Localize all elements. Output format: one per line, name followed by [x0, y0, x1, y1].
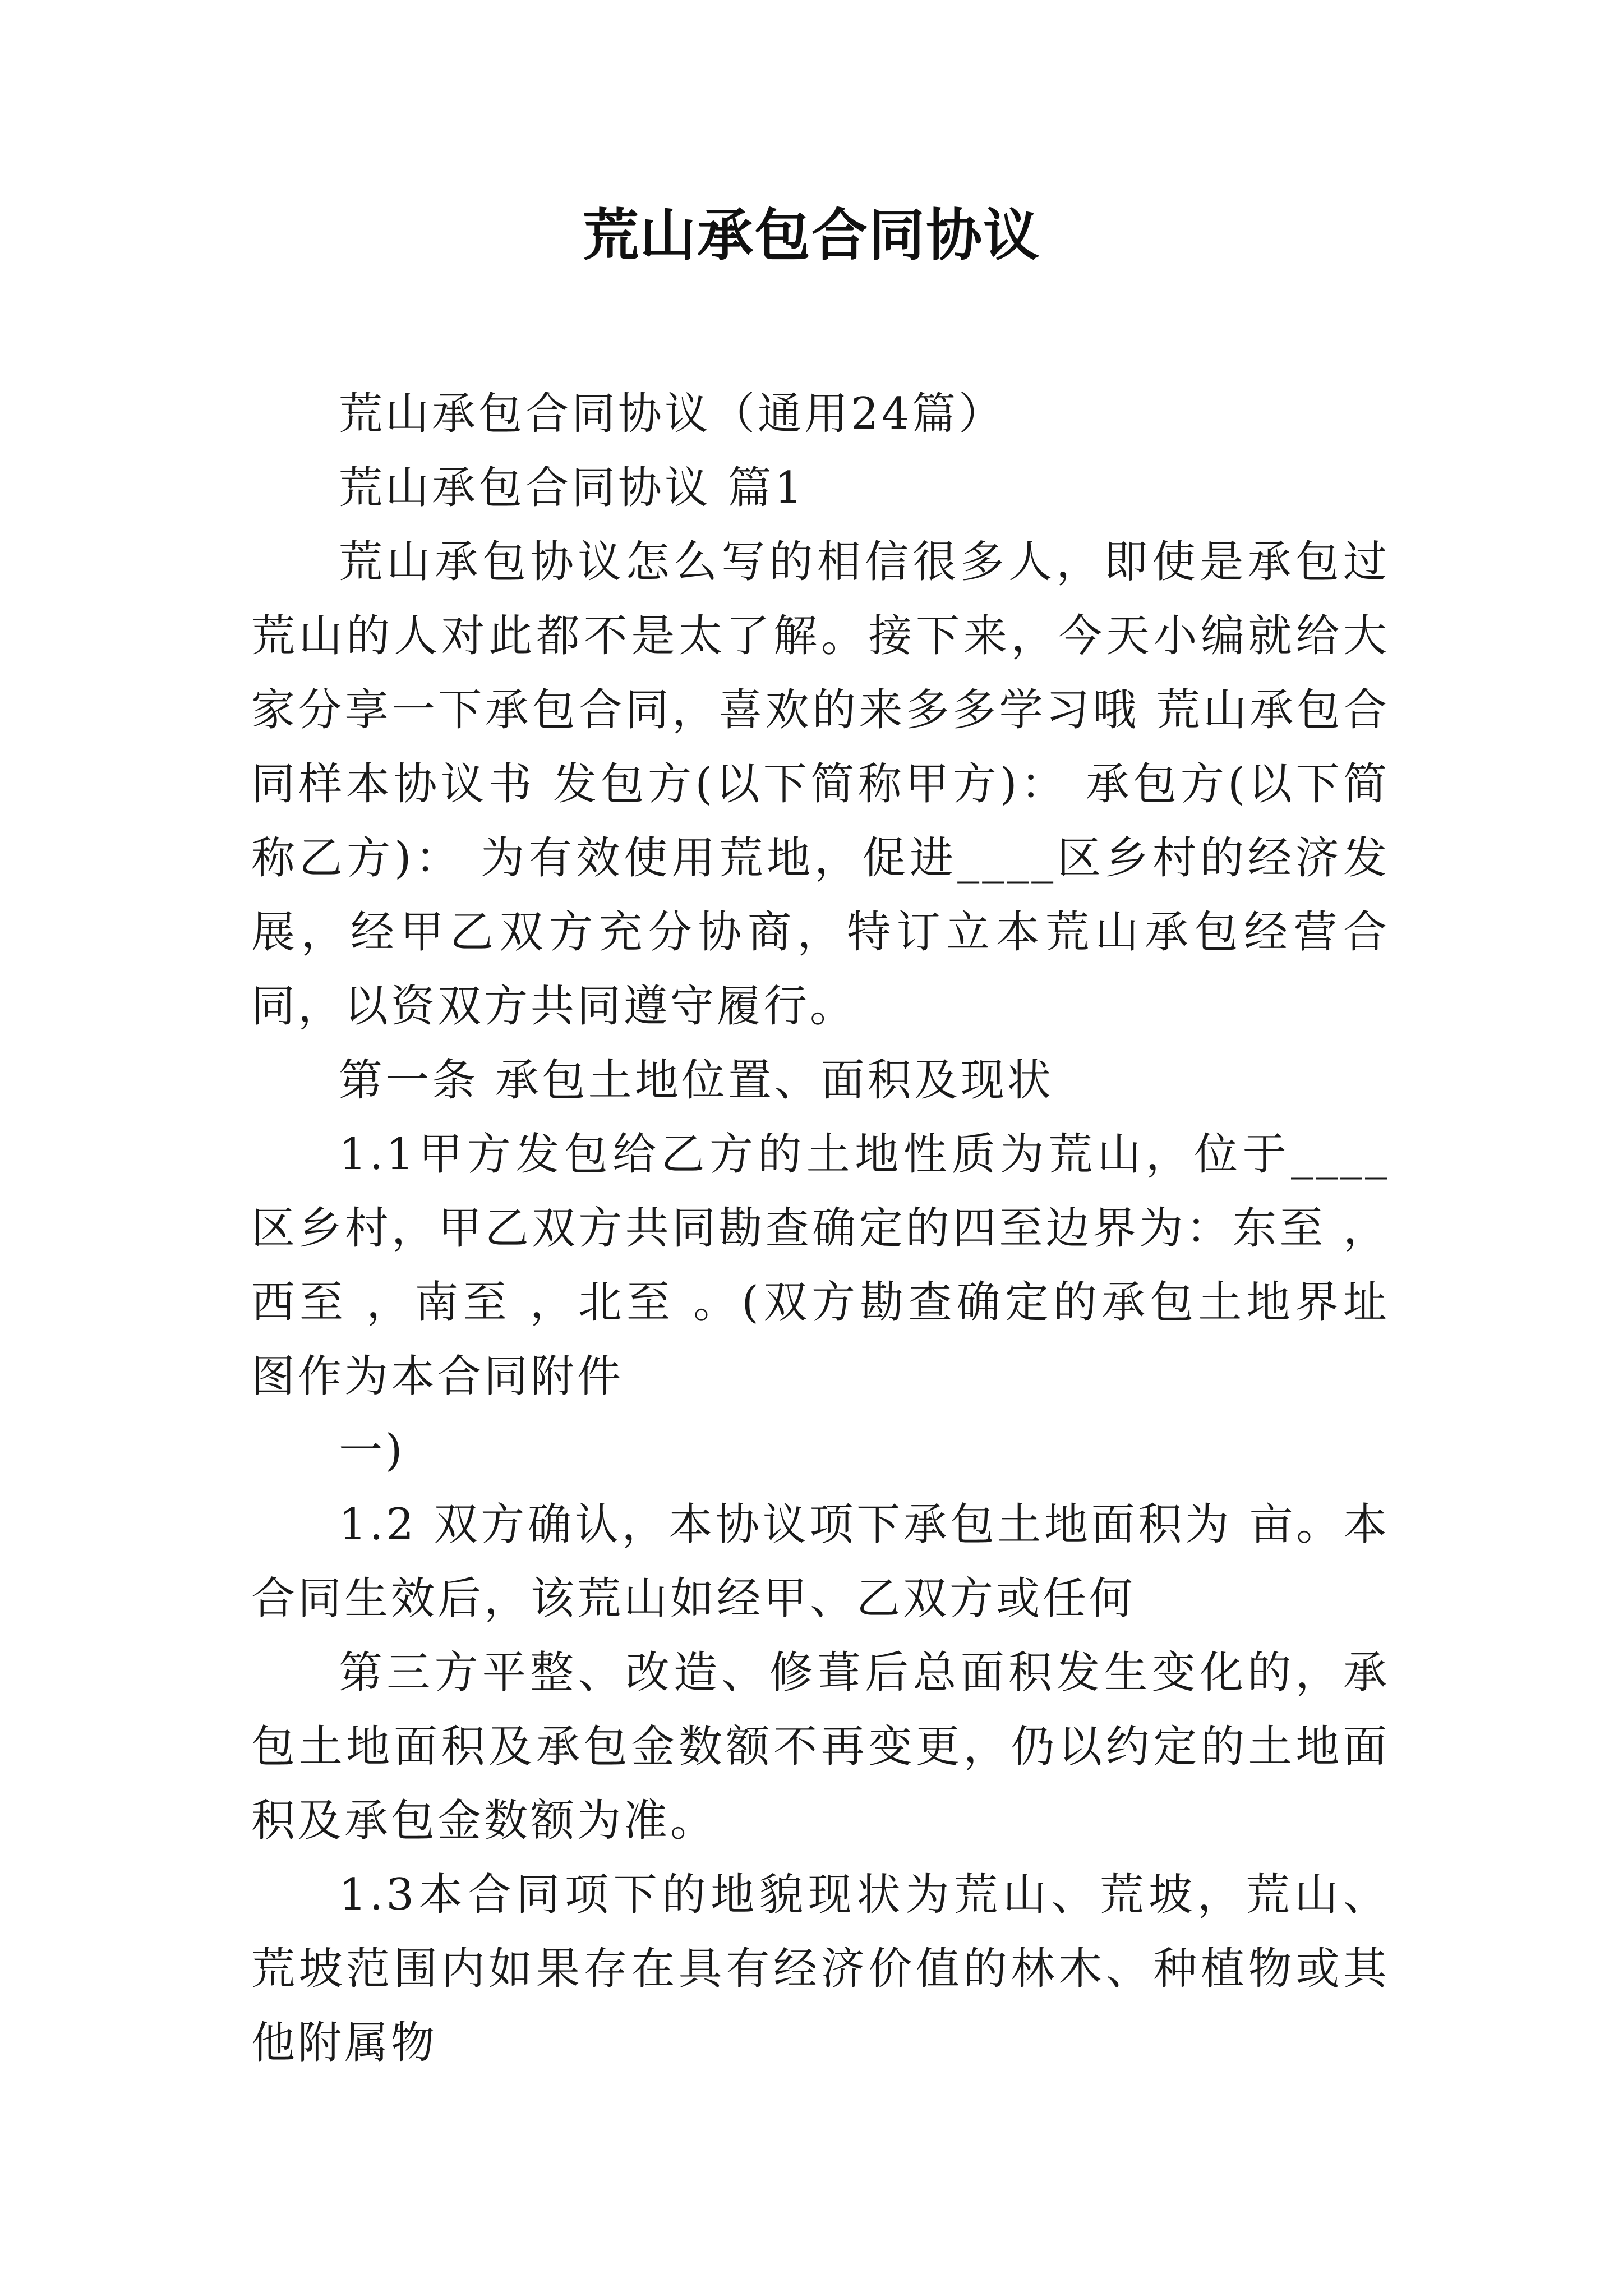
paragraph-clause-1-1: 1.1甲方发包给乙方的土地性质为荒山，位于____区乡村，甲乙双方共同勘查确定的四至边界为：东至 ，西至 ，南至 ，北至 。(双方勘查确定的承包土地界址图作为本合同附件 [251, 1129, 1390, 1402]
paragraph-intro: 荒山承包协议怎么写的相信很多人，即使是承包过荒山的人对此都不是太了解。接下来，今天小编就给大家分享一下承包合同，喜欢的来多多学习哦 荒山承包合同样本协议书 发包方(以下简称甲方)： 承包方(以下简称乙方)： 为有效使用荒地，促进____区乡村的经济发展，经甲乙双方充分协商，特订立本荒山承包经营合同，以资双方共同遵守履行。 [251, 537, 1390, 1032]
paragraph-clause-1-2-cont: 第三方平整、改造、修葺后总面积发生变化的，承包土地面积及承包金数额不再变更，仍以约定的土地面积及承包金数额为准。 [251, 1648, 1390, 1846]
document-title: 荒山承包合同协议 [583, 203, 1040, 268]
paragraph-clause-1-2: 1.2 双方确认，本协议项下承包土地面积为 亩。本合同生效后，该荒山如经甲、乙双方或任何 [251, 1499, 1390, 1624]
paragraph-subtitle: 荒山承包合同协议（通用24篇） [339, 389, 1006, 439]
paragraph-clause-1-3: 1.3本合同项下的地貌现状为荒山、荒坡，荒山、荒坡范围内如果存在具有经济价值的林木、种植物或其他附属物 [251, 1870, 1390, 2068]
paragraph-part-heading: 荒山承包合同协议 篇1 [339, 463, 805, 513]
paragraph-annex-note: 一) [339, 1425, 405, 1476]
document-body [251, 377, 1390, 2080]
paragraph-article-1-heading: 第一条 承包土地位置、面积及现状 [339, 1055, 1054, 1106]
